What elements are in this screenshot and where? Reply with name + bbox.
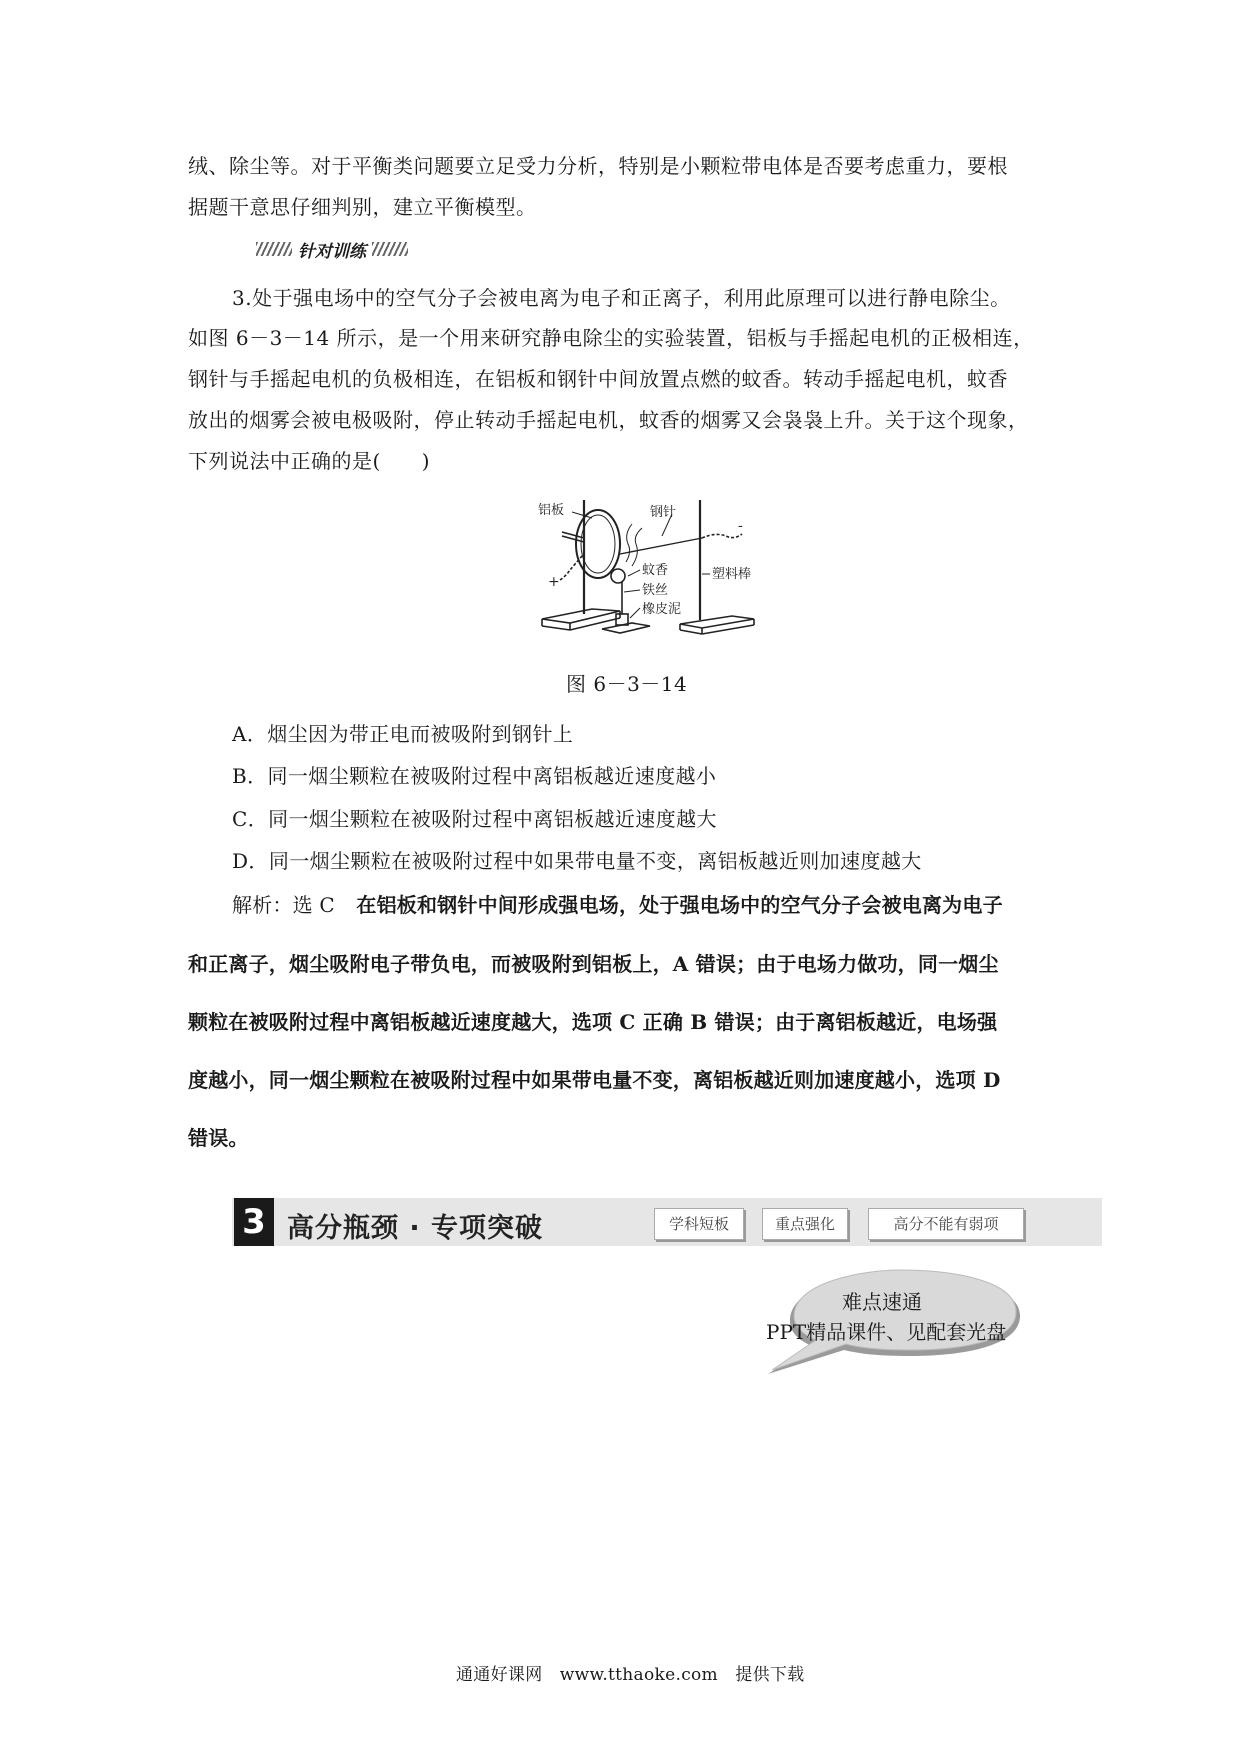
tag-subject-weakness: 学科短板 bbox=[654, 1208, 744, 1240]
section-number-badge: 3 bbox=[234, 1198, 274, 1246]
label-plastic-rod: 塑料棒 bbox=[712, 567, 752, 582]
bubble-subtitle: PPT精品课件、见配套光盘 bbox=[766, 1320, 1007, 1344]
label-iron-wire: 铁丝 bbox=[642, 583, 669, 598]
analysis-line-4: 度越小，同一烟尘颗粒在被吸附过程中如果带电量不变，离铝板越近则加速度越小，选项 D bbox=[188, 1068, 1001, 1092]
tag-no-weak-items: 高分不能有弱项 bbox=[868, 1208, 1024, 1240]
option-d: D．同一烟尘颗粒在被吸附过程中如果带电量不变，离铝板越近则加速度越大 bbox=[232, 849, 922, 873]
question-line-1: 3.处于强电场中的空气分子会被电离为电子和正离子，利用此原理可以进行静电除尘。 bbox=[232, 286, 1011, 310]
training-heading bbox=[256, 236, 416, 262]
label-plasticine: 橡皮泥 bbox=[642, 602, 682, 617]
option-b: B．同一烟尘颗粒在被吸附过程中离铝板越近速度越小 bbox=[232, 764, 717, 788]
bubble-title: 难点速通 bbox=[842, 1290, 922, 1314]
section-banner bbox=[232, 1198, 1102, 1246]
footer-credit: 通通好课网 www.tthaoke.com 提供下载 bbox=[456, 1665, 805, 1685]
label-mosquito-coil: 蚊香 bbox=[642, 563, 669, 578]
negative-wire bbox=[702, 534, 742, 538]
aluminium-plate bbox=[576, 510, 620, 578]
analysis-line-5: 错误。 bbox=[188, 1126, 249, 1150]
analysis-line-2: 和正离子，烟尘吸附电子带负电，而被吸附到铝板上，A 错误；由于电场力做功，同一烟尘 bbox=[188, 952, 999, 976]
apparatus-figure bbox=[532, 492, 782, 652]
analysis-prefix: 解析：选 C bbox=[232, 893, 335, 917]
smoke bbox=[626, 524, 632, 562]
intro-line-1: 绒、除尘等。对于平衡类问题要立足受力分析，特别是小颗粒带电体是否要考虑重力，要根 bbox=[188, 154, 1008, 178]
hatch-left-decoration bbox=[256, 242, 292, 256]
question-line-4: 放出的烟雾会被电极吸附，停止转动手摇起电机，蚊香的烟雾又会袅袅上升。关于这个现象， bbox=[188, 408, 1029, 432]
option-c: C．同一烟尘颗粒在被吸附过程中离铝板越近速度越大 bbox=[232, 807, 717, 831]
section-title: 高分瓶颈 · 专项突破 bbox=[287, 1213, 544, 1244]
option-a: A．烟尘因为带正电而被吸附到钢针上 bbox=[232, 722, 574, 746]
analysis-line-1 bbox=[232, 889, 1003, 918]
label-steel-needle: 钢针 bbox=[650, 505, 677, 520]
question-line-2: 如图 6－3－14 所示，是一个用来研究静电除尘的实验装置，铝板与手摇起电机的正极相连， bbox=[188, 326, 1034, 350]
figure-caption: 图 6－3－14 bbox=[566, 672, 688, 696]
label-minus: - bbox=[738, 518, 743, 534]
label-plus: + bbox=[548, 574, 560, 590]
question-line-5: 下列说法中正确的是( ) bbox=[188, 449, 431, 473]
analysis-line-3: 颗粒在被吸附过程中离铝板越近速度越大，选项 C 正确 B 错误；由于离铝板越近，电场强 bbox=[188, 1010, 998, 1034]
hatch-right-decoration bbox=[372, 242, 408, 256]
training-heading-label: 针对训练 bbox=[298, 241, 366, 262]
mosquito-coil bbox=[611, 569, 625, 583]
label-al-plate: 铝板 bbox=[538, 503, 565, 518]
intro-line-2: 据题干意思仔细判别，建立平衡模型。 bbox=[188, 195, 537, 219]
tag-key-reinforcement: 重点强化 bbox=[762, 1208, 848, 1240]
analysis-line-1-text: 在铝板和钢针中间形成强电场，处于强电场中的空气分子会被电离为电子 bbox=[356, 893, 1003, 917]
steel-needle bbox=[620, 538, 702, 554]
question-line-3: 钢针与手摇起电机的负极相连，在铝板和钢针中间放置点燃的蚊香。转动手摇起电机，蚊香 bbox=[188, 367, 1008, 391]
